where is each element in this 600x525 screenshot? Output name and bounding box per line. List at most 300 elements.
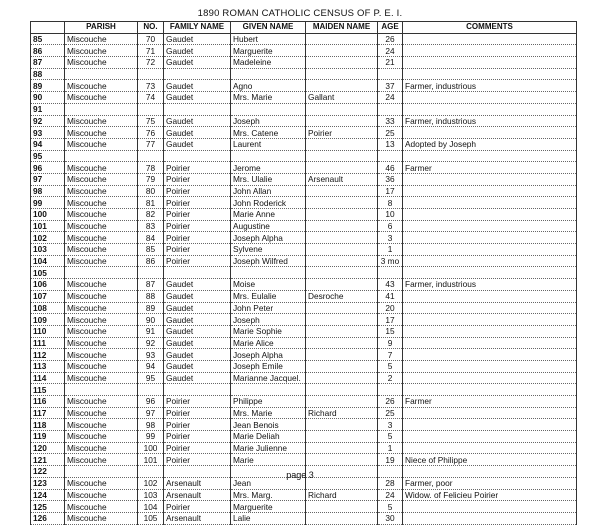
no-cell: 73 (138, 80, 164, 92)
parish-cell: Miscouche (65, 290, 138, 302)
family-name-cell: Gaudet (164, 337, 231, 349)
parish-cell: Miscouche (65, 477, 138, 489)
table-row (31, 173, 577, 185)
family-name-cell: Gaudet (164, 45, 231, 57)
no-cell: 103 (138, 489, 164, 501)
given-name-cell: Joseph (231, 115, 306, 127)
parish-cell (65, 150, 138, 162)
parish-cell: Miscouche (65, 173, 138, 185)
no-cell: 71 (138, 45, 164, 57)
given-name-cell: Marie Julienne (231, 442, 306, 454)
maiden-name-cell (306, 255, 378, 267)
family-name-cell: Gaudet (164, 80, 231, 92)
row-number: 99 (31, 197, 65, 209)
table-row (31, 220, 577, 232)
row-number: 101 (31, 220, 65, 232)
row-number: 109 (31, 314, 65, 326)
table-row (31, 244, 577, 256)
comments-cell (403, 68, 577, 80)
maiden-name-cell (306, 372, 378, 384)
age-cell: 5 (378, 360, 403, 372)
table-row (31, 431, 577, 443)
table-row (31, 267, 577, 279)
no-cell: 94 (138, 360, 164, 372)
no-cell: 83 (138, 220, 164, 232)
given-name-cell: Mrs. Marg. (231, 489, 306, 501)
maiden-name-cell (306, 384, 378, 396)
comments-cell: Farmer, industrious (403, 80, 577, 92)
family-name-cell: Gaudet (164, 33, 231, 45)
page-number: page 3 (286, 470, 314, 480)
maiden-name-cell (306, 501, 378, 513)
row-number: 97 (31, 173, 65, 185)
given-name-cell: Mrs. Marie (231, 92, 306, 104)
parish-cell: Miscouche (65, 442, 138, 454)
no-cell: 72 (138, 57, 164, 69)
no-cell: 101 (138, 454, 164, 466)
parish-cell: Miscouche (65, 360, 138, 372)
parish-cell (65, 267, 138, 279)
given-name-cell (231, 150, 306, 162)
maiden-name-cell (306, 360, 378, 372)
no-cell (138, 267, 164, 279)
given-name-cell: Lalie (231, 512, 306, 524)
row-number: 106 (31, 279, 65, 291)
age-cell: 43 (378, 279, 403, 291)
maiden-name-cell: Poirier (306, 127, 378, 139)
family-name-cell: Gaudet (164, 115, 231, 127)
family-name-cell: Poirier (164, 209, 231, 221)
given-name-cell: Jean (231, 477, 306, 489)
parish-cell: Miscouche (65, 372, 138, 384)
document-title: 1890 ROMAN CATHOLIC CENSUS OF P. E. I. (197, 8, 403, 19)
given-name-cell: Jerome (231, 162, 306, 174)
row-number: 105 (31, 267, 65, 279)
table-row (31, 279, 577, 291)
given-name-cell: Marie Anne (231, 209, 306, 221)
maiden-name-cell (306, 442, 378, 454)
parish-cell: Miscouche (65, 407, 138, 419)
family-name-cell (164, 68, 231, 80)
table-header-row (31, 22, 577, 34)
table-row (31, 232, 577, 244)
no-cell: 74 (138, 92, 164, 104)
no-cell: 84 (138, 232, 164, 244)
table-row (31, 290, 577, 302)
maiden-name-cell: Richard (306, 489, 378, 501)
comments-cell (403, 384, 577, 396)
comments-cell: Farmer (403, 162, 577, 174)
table-row (31, 255, 577, 267)
comments-cell (403, 360, 577, 372)
row-number: 113 (31, 360, 65, 372)
no-cell: 85 (138, 244, 164, 256)
no-cell: 77 (138, 138, 164, 150)
table-row (31, 325, 577, 337)
parish-cell: Miscouche (65, 232, 138, 244)
age-cell: 26 (378, 396, 403, 408)
comments-cell (403, 103, 577, 115)
age-cell: 8 (378, 197, 403, 209)
parish-cell: Miscouche (65, 33, 138, 45)
header-row-number (31, 22, 65, 34)
row-number: 86 (31, 45, 65, 57)
header-family-name: FAMILY NAME (164, 22, 231, 34)
age-cell (378, 267, 403, 279)
row-number: 100 (31, 209, 65, 221)
no-cell: 79 (138, 173, 164, 185)
given-name-cell: Jean Benois (231, 419, 306, 431)
maiden-name-cell (306, 279, 378, 291)
given-name-cell: Joseph (231, 314, 306, 326)
table-row (31, 45, 577, 57)
given-name-cell: John Roderick (231, 197, 306, 209)
given-name-cell (231, 267, 306, 279)
no-cell: 80 (138, 185, 164, 197)
comments-cell (403, 185, 577, 197)
comments-cell (403, 33, 577, 45)
comments-cell (403, 197, 577, 209)
comments-cell (403, 92, 577, 104)
family-name-cell: Arsenault (164, 477, 231, 489)
comments-cell: Widow. of Felicieu Poirier (403, 489, 577, 501)
row-number: 94 (31, 138, 65, 150)
table-row (31, 197, 577, 209)
no-cell: 93 (138, 349, 164, 361)
parish-cell: Miscouche (65, 92, 138, 104)
given-name-cell: Augustine (231, 220, 306, 232)
comments-cell (403, 150, 577, 162)
comments-cell (403, 302, 577, 314)
parish-cell: Miscouche (65, 302, 138, 314)
no-cell: 98 (138, 419, 164, 431)
table-row (31, 127, 577, 139)
comments-cell (403, 244, 577, 256)
family-name-cell: Poirier (164, 396, 231, 408)
given-name-cell: John Allan (231, 185, 306, 197)
no-cell: 97 (138, 407, 164, 419)
age-cell (378, 384, 403, 396)
age-cell: 41 (378, 290, 403, 302)
comments-cell (403, 407, 577, 419)
parish-cell: Miscouche (65, 396, 138, 408)
table-row (31, 454, 577, 466)
header-parish: PARISH (65, 22, 138, 34)
age-cell: 3 mo (378, 255, 403, 267)
age-cell: 15 (378, 325, 403, 337)
row-number: 126 (31, 512, 65, 524)
parish-cell: Miscouche (65, 489, 138, 501)
family-name-cell: Gaudet (164, 290, 231, 302)
given-name-cell: Marguerite (231, 45, 306, 57)
comments-cell (403, 209, 577, 221)
comments-cell (403, 290, 577, 302)
family-name-cell: Arsenault (164, 489, 231, 501)
comments-cell (403, 325, 577, 337)
maiden-name-cell (306, 267, 378, 279)
table-row (31, 162, 577, 174)
comments-cell (403, 173, 577, 185)
age-cell (378, 103, 403, 115)
row-number: 92 (31, 115, 65, 127)
parish-cell: Miscouche (65, 209, 138, 221)
comments-cell (403, 431, 577, 443)
parish-cell: Miscouche (65, 115, 138, 127)
no-cell: 105 (138, 512, 164, 524)
no-cell: 90 (138, 314, 164, 326)
parish-cell: Miscouche (65, 45, 138, 57)
given-name-cell: Marguerite (231, 501, 306, 513)
family-name-cell: Gaudet (164, 360, 231, 372)
family-name-cell: Gaudet (164, 127, 231, 139)
parish-cell (65, 384, 138, 396)
table-row (31, 384, 577, 396)
maiden-name-cell (306, 244, 378, 256)
maiden-name-cell (306, 220, 378, 232)
given-name-cell: Joseph Emile (231, 360, 306, 372)
parish-cell: Miscouche (65, 185, 138, 197)
no-cell: 100 (138, 442, 164, 454)
maiden-name-cell (306, 138, 378, 150)
comments-cell (403, 127, 577, 139)
comments-cell (403, 372, 577, 384)
no-cell: 87 (138, 279, 164, 291)
maiden-name-cell (306, 33, 378, 45)
no-cell: 86 (138, 255, 164, 267)
table-row (31, 349, 577, 361)
parish-cell: Miscouche (65, 337, 138, 349)
comments-cell (403, 501, 577, 513)
age-cell: 1 (378, 244, 403, 256)
maiden-name-cell (306, 80, 378, 92)
row-number: 117 (31, 407, 65, 419)
table-row (31, 33, 577, 45)
no-cell: 99 (138, 431, 164, 443)
maiden-name-cell (306, 150, 378, 162)
age-cell: 13 (378, 138, 403, 150)
family-name-cell (164, 384, 231, 396)
parish-cell (65, 68, 138, 80)
age-cell: 7 (378, 349, 403, 361)
table-row (31, 103, 577, 115)
parish-cell: Miscouche (65, 325, 138, 337)
given-name-cell: Laurent (231, 138, 306, 150)
no-cell: 82 (138, 209, 164, 221)
given-name-cell: Marie Deliah (231, 431, 306, 443)
family-name-cell (164, 103, 231, 115)
row-number: 116 (31, 396, 65, 408)
comments-cell (403, 255, 577, 267)
family-name-cell: Poirier (164, 185, 231, 197)
row-number: 111 (31, 337, 65, 349)
family-name-cell: Poirier (164, 173, 231, 185)
age-cell: 19 (378, 454, 403, 466)
given-name-cell: John Peter (231, 302, 306, 314)
family-name-cell: Poirier (164, 419, 231, 431)
family-name-cell: Gaudet (164, 138, 231, 150)
given-name-cell: Mrs. Eulalie (231, 290, 306, 302)
table-row (31, 337, 577, 349)
table-row (31, 92, 577, 104)
age-cell: 17 (378, 314, 403, 326)
given-name-cell: Joseph Alpha (231, 232, 306, 244)
table-row (31, 442, 577, 454)
table-row (31, 57, 577, 69)
family-name-cell: Poirier (164, 255, 231, 267)
maiden-name-cell (306, 45, 378, 57)
family-name-cell: Gaudet (164, 57, 231, 69)
age-cell: 2 (378, 372, 403, 384)
given-name-cell: Moise (231, 279, 306, 291)
no-cell (138, 150, 164, 162)
no-cell: 104 (138, 501, 164, 513)
comments-cell (403, 442, 577, 454)
comments-cell (403, 314, 577, 326)
parish-cell: Miscouche (65, 80, 138, 92)
parish-cell: Miscouche (65, 454, 138, 466)
parish-cell: Miscouche (65, 197, 138, 209)
age-cell: 6 (378, 220, 403, 232)
table-row (31, 138, 577, 150)
maiden-name-cell (306, 431, 378, 443)
table-row (31, 68, 577, 80)
parish-cell: Miscouche (65, 279, 138, 291)
row-number: 119 (31, 431, 65, 443)
family-name-cell: Poirier (164, 431, 231, 443)
header-comments: COMMENTS (403, 22, 577, 34)
parish-cell: Miscouche (65, 57, 138, 69)
age-cell: 46 (378, 162, 403, 174)
row-number: 87 (31, 57, 65, 69)
parish-cell: Miscouche (65, 431, 138, 443)
comments-cell (403, 419, 577, 431)
no-cell: 75 (138, 115, 164, 127)
age-cell: 24 (378, 45, 403, 57)
age-cell: 3 (378, 419, 403, 431)
comments-cell (403, 349, 577, 361)
row-number: 85 (31, 33, 65, 45)
no-cell: 92 (138, 337, 164, 349)
table-row (31, 512, 577, 524)
maiden-name-cell (306, 185, 378, 197)
comments-cell (403, 512, 577, 524)
row-number: 89 (31, 80, 65, 92)
maiden-name-cell (306, 302, 378, 314)
no-cell: 96 (138, 396, 164, 408)
row-number: 93 (31, 127, 65, 139)
age-cell: 37 (378, 80, 403, 92)
family-name-cell: Gaudet (164, 372, 231, 384)
table-row (31, 209, 577, 221)
comments-cell: Adopted by Joseph (403, 138, 577, 150)
given-name-cell: Marianne Jacquel. (231, 372, 306, 384)
age-cell: 21 (378, 57, 403, 69)
table-row (31, 302, 577, 314)
census-table (30, 21, 577, 525)
table-row (31, 150, 577, 162)
family-name-cell (164, 267, 231, 279)
family-name-cell: Poirier (164, 244, 231, 256)
row-number: 122 (31, 466, 65, 478)
table-body (31, 33, 577, 524)
parish-cell: Miscouche (65, 220, 138, 232)
family-name-cell: Poirier (164, 501, 231, 513)
comments-cell: Farmer, industrious (403, 279, 577, 291)
row-number: 91 (31, 103, 65, 115)
maiden-name-cell (306, 337, 378, 349)
no-cell (138, 103, 164, 115)
row-number: 107 (31, 290, 65, 302)
parish-cell: Miscouche (65, 127, 138, 139)
table-row (31, 185, 577, 197)
table-row (31, 80, 577, 92)
no-cell (138, 68, 164, 80)
parish-cell (65, 103, 138, 115)
parish-cell: Miscouche (65, 138, 138, 150)
parish-cell: Miscouche (65, 244, 138, 256)
no-cell: 70 (138, 33, 164, 45)
given-name-cell (231, 68, 306, 80)
age-cell: 36 (378, 173, 403, 185)
family-name-cell: Poirier (164, 232, 231, 244)
family-name-cell: Gaudet (164, 92, 231, 104)
table-row (31, 396, 577, 408)
row-number: 114 (31, 372, 65, 384)
age-cell: 10 (378, 209, 403, 221)
age-cell: 1 (378, 442, 403, 454)
age-cell: 3 (378, 232, 403, 244)
comments-cell: Niece of Philippe (403, 454, 577, 466)
maiden-name-cell: Desroche (306, 290, 378, 302)
table-row (31, 501, 577, 513)
given-name-cell: Joseph Wilfred (231, 255, 306, 267)
no-cell: 88 (138, 290, 164, 302)
given-name-cell: Mrs. Ulalie (231, 173, 306, 185)
comments-cell (403, 337, 577, 349)
age-cell (378, 68, 403, 80)
maiden-name-cell: Gallant (306, 92, 378, 104)
age-cell: 33 (378, 115, 403, 127)
row-number: 120 (31, 442, 65, 454)
no-cell: 76 (138, 127, 164, 139)
given-name-cell: Marie (231, 454, 306, 466)
age-cell: 20 (378, 302, 403, 314)
family-name-cell: Gaudet (164, 349, 231, 361)
family-name-cell: Gaudet (164, 302, 231, 314)
no-cell: 95 (138, 372, 164, 384)
given-name-cell: Hubert (231, 33, 306, 45)
no-cell: 81 (138, 197, 164, 209)
parish-cell: Miscouche (65, 501, 138, 513)
maiden-name-cell: Arsenault (306, 173, 378, 185)
maiden-name-cell (306, 232, 378, 244)
table-row (31, 115, 577, 127)
header-no: NO. (138, 22, 164, 34)
given-name-cell: Marie Alice (231, 337, 306, 349)
comments-cell (403, 45, 577, 57)
family-name-cell: Poirier (164, 442, 231, 454)
maiden-name-cell (306, 209, 378, 221)
family-name-cell: Poirier (164, 407, 231, 419)
given-name-cell: Philippe (231, 396, 306, 408)
row-number: 103 (31, 244, 65, 256)
table-row (31, 372, 577, 384)
maiden-name-cell (306, 349, 378, 361)
row-number: 125 (31, 501, 65, 513)
table-row (31, 314, 577, 326)
parish-cell: Miscouche (65, 162, 138, 174)
no-cell: 102 (138, 477, 164, 489)
